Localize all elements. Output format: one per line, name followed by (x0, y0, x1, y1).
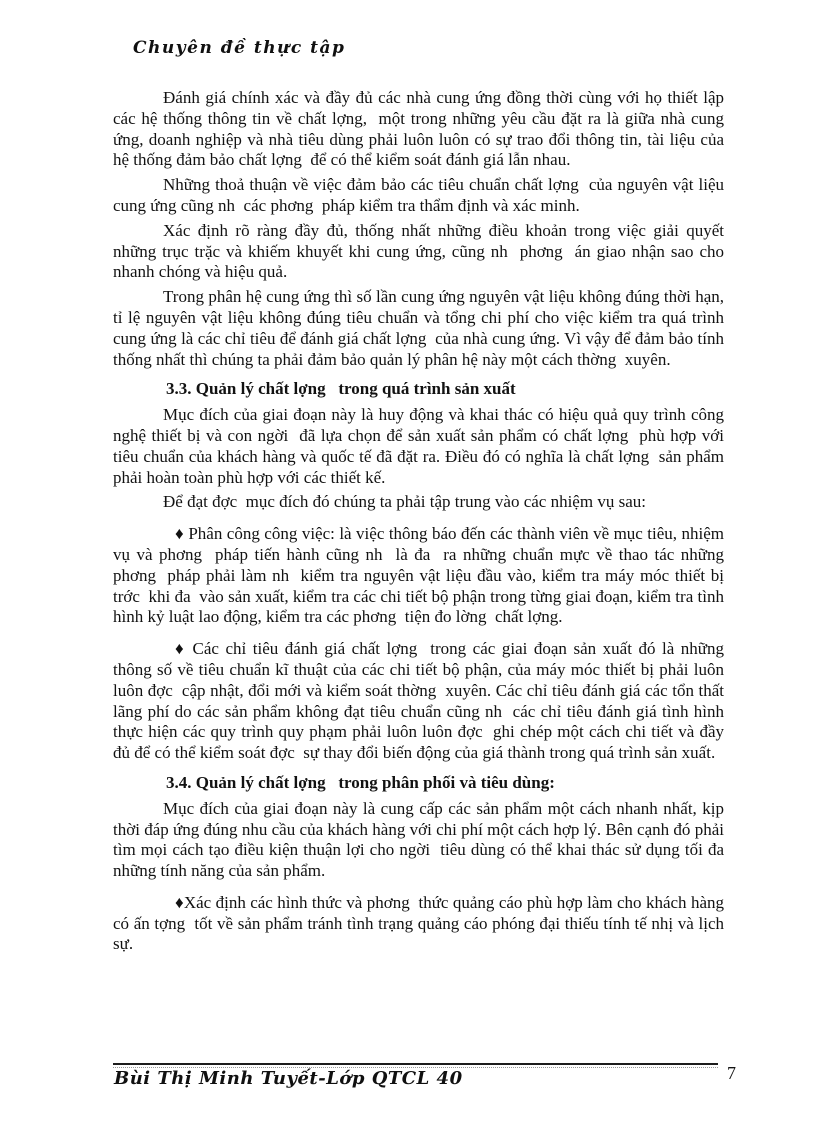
bullet-item: ♦Xác định các hình thức và phơng thức quảng cáo phù hợp làm cho khách hàng có ấn tợng tốt về sản phẩm tránh tình trạng quảng cáo phóng đại thiếu tính tế nhị và lịch sự. (113, 892, 729, 954)
section-heading: 3.3. Quản lý chất lợng trong quá trình sản xuất (166, 379, 516, 399)
paragraph: Mục đích của giai đoạn này là huy động và khai thác có hiệu quả quy trình công nghệ thiết bị và con ngời đã lựa chọn để sản xuất sản phẩm có chất lợng phù hợp với tiêu chuẩn của khách hàng và quốc tế đã đặt ra. Điều đó có nghĩa là chất lợng sản phẩm phải hoàn toàn phù hợp với các thiết kế. (113, 405, 729, 487)
document-body (113, 84, 729, 959)
paragraph: Xác định rõ ràng đầy đủ, thống nhất những điều khoản trong việc giải quyết những trục trặc và khiếm khuyết khi cung ứng, cũng nh phơng án giao nhận sao cho nhanh chóng và hiệu quả. (113, 220, 729, 282)
paragraph: Trong phân hệ cung ứng thì số lần cung ứng nguyên vật liệu không đúng thời hạn, tỉ lệ nguyên vật liệu không đúng tiêu chuẩn và tổng chi phí cho việc kiểm tra quá trình cung ứng là các chỉ tiêu để đánh giá chất lợng của nhà cung ứng. Vì vậy để đảm bảo tính thống nhất thì chúng ta phải đảm bảo quản lý phân hệ này một cách thờng xuyên. (113, 287, 729, 369)
section-heading: 3.4. Quản lý chất lợng trong phân phối và tiêu dùng: (166, 772, 555, 792)
bullet-item: ♦ Phân công công việc: là việc thông báo đến các thành viên về mục tiêu, nhiệm vụ và phơng pháp tiến hành cũng nh là đa ra những chuẩn mực về thao tác những phơng pháp phải làm nh kiểm tra nguyên vật liệu đầu vào, kiểm tra máy móc thiết bị trớc khi đa vào sản xuất, kiểm tra các chi tiết bộ phận trong từng giai đoạn, kiểm tra tình hình kỷ luật lao động, kiểm tra các phơng tiện đo lờng chất lợng. (113, 524, 729, 627)
bullet-item: ♦ Các chỉ tiêu đánh giá chất lợng trong các giai đoạn sản xuất đó là những thông số về tiêu chuẩn kĩ thuật của các chi tiết bộ phận, của máy móc thiết bị phải luôn luôn đợc cập nhật, đổi mới và kiểm soát thờng xuyên. Các chỉ tiêu đánh giá các tổn thất lãng phí do các sản phẩm không đạt tiêu chuẩn cũng nh các chỉ tiêu đánh giá tình hình thực hiện các quy trình quy phạm phải luôn luôn đợc ghi chép một cách chi tiết và đầy đủ để có thể kiểm soát đợc sự thay đổi biến động của giá thành trong quá trình sản xuất. (113, 639, 729, 763)
footer-author: Bùi Thị Minh Tuyết-Lớp QTCL 40 (114, 1068, 463, 1089)
paragraph: Đánh giá chính xác và đầy đủ các nhà cung ứng đồng thời cùng với họ thiết lập các hệ thống thông tin về chất lợng, một trong những yêu cầu đặt ra là giữa nhà cung ứng, doanh nghiệp và nhà tiêu dùng phải luôn luôn có sự trao đổi thông tin, tài liệu của hệ thống đảm bảo chất lợng để có thể kiểm soát đánh giá lẫn nhau. (113, 88, 729, 170)
page-number: 7 (727, 1063, 736, 1083)
paragraph: Mục đích của giai đoạn này là cung cấp các sản phẩm một cách nhanh nhất, kịp thời đáp ứng đúng nhu cầu của khách hàng với chi phí một cách hợp lý. Bên cạnh đó phải tìm mọi cách tạo điều kiện thuận lợi cho ngời tiêu dùng có thể khai thác sử dụng tối đa những tính năng của sản phẩm. (113, 798, 729, 881)
footer-divider (113, 1063, 718, 1065)
running-header-title: Chuyên đề thực tập (133, 38, 346, 58)
paragraph: Những thoả thuận về việc đảm bảo các tiêu chuẩn chất lợng của nguyên vật liệu cung ứng cũng nh các phơng pháp kiểm tra thẩm định và xác minh. (113, 175, 729, 215)
paragraph: Để đạt đợc mục đích đó chúng ta phải tập trung vào các nhiệm vụ sau: (163, 492, 646, 512)
